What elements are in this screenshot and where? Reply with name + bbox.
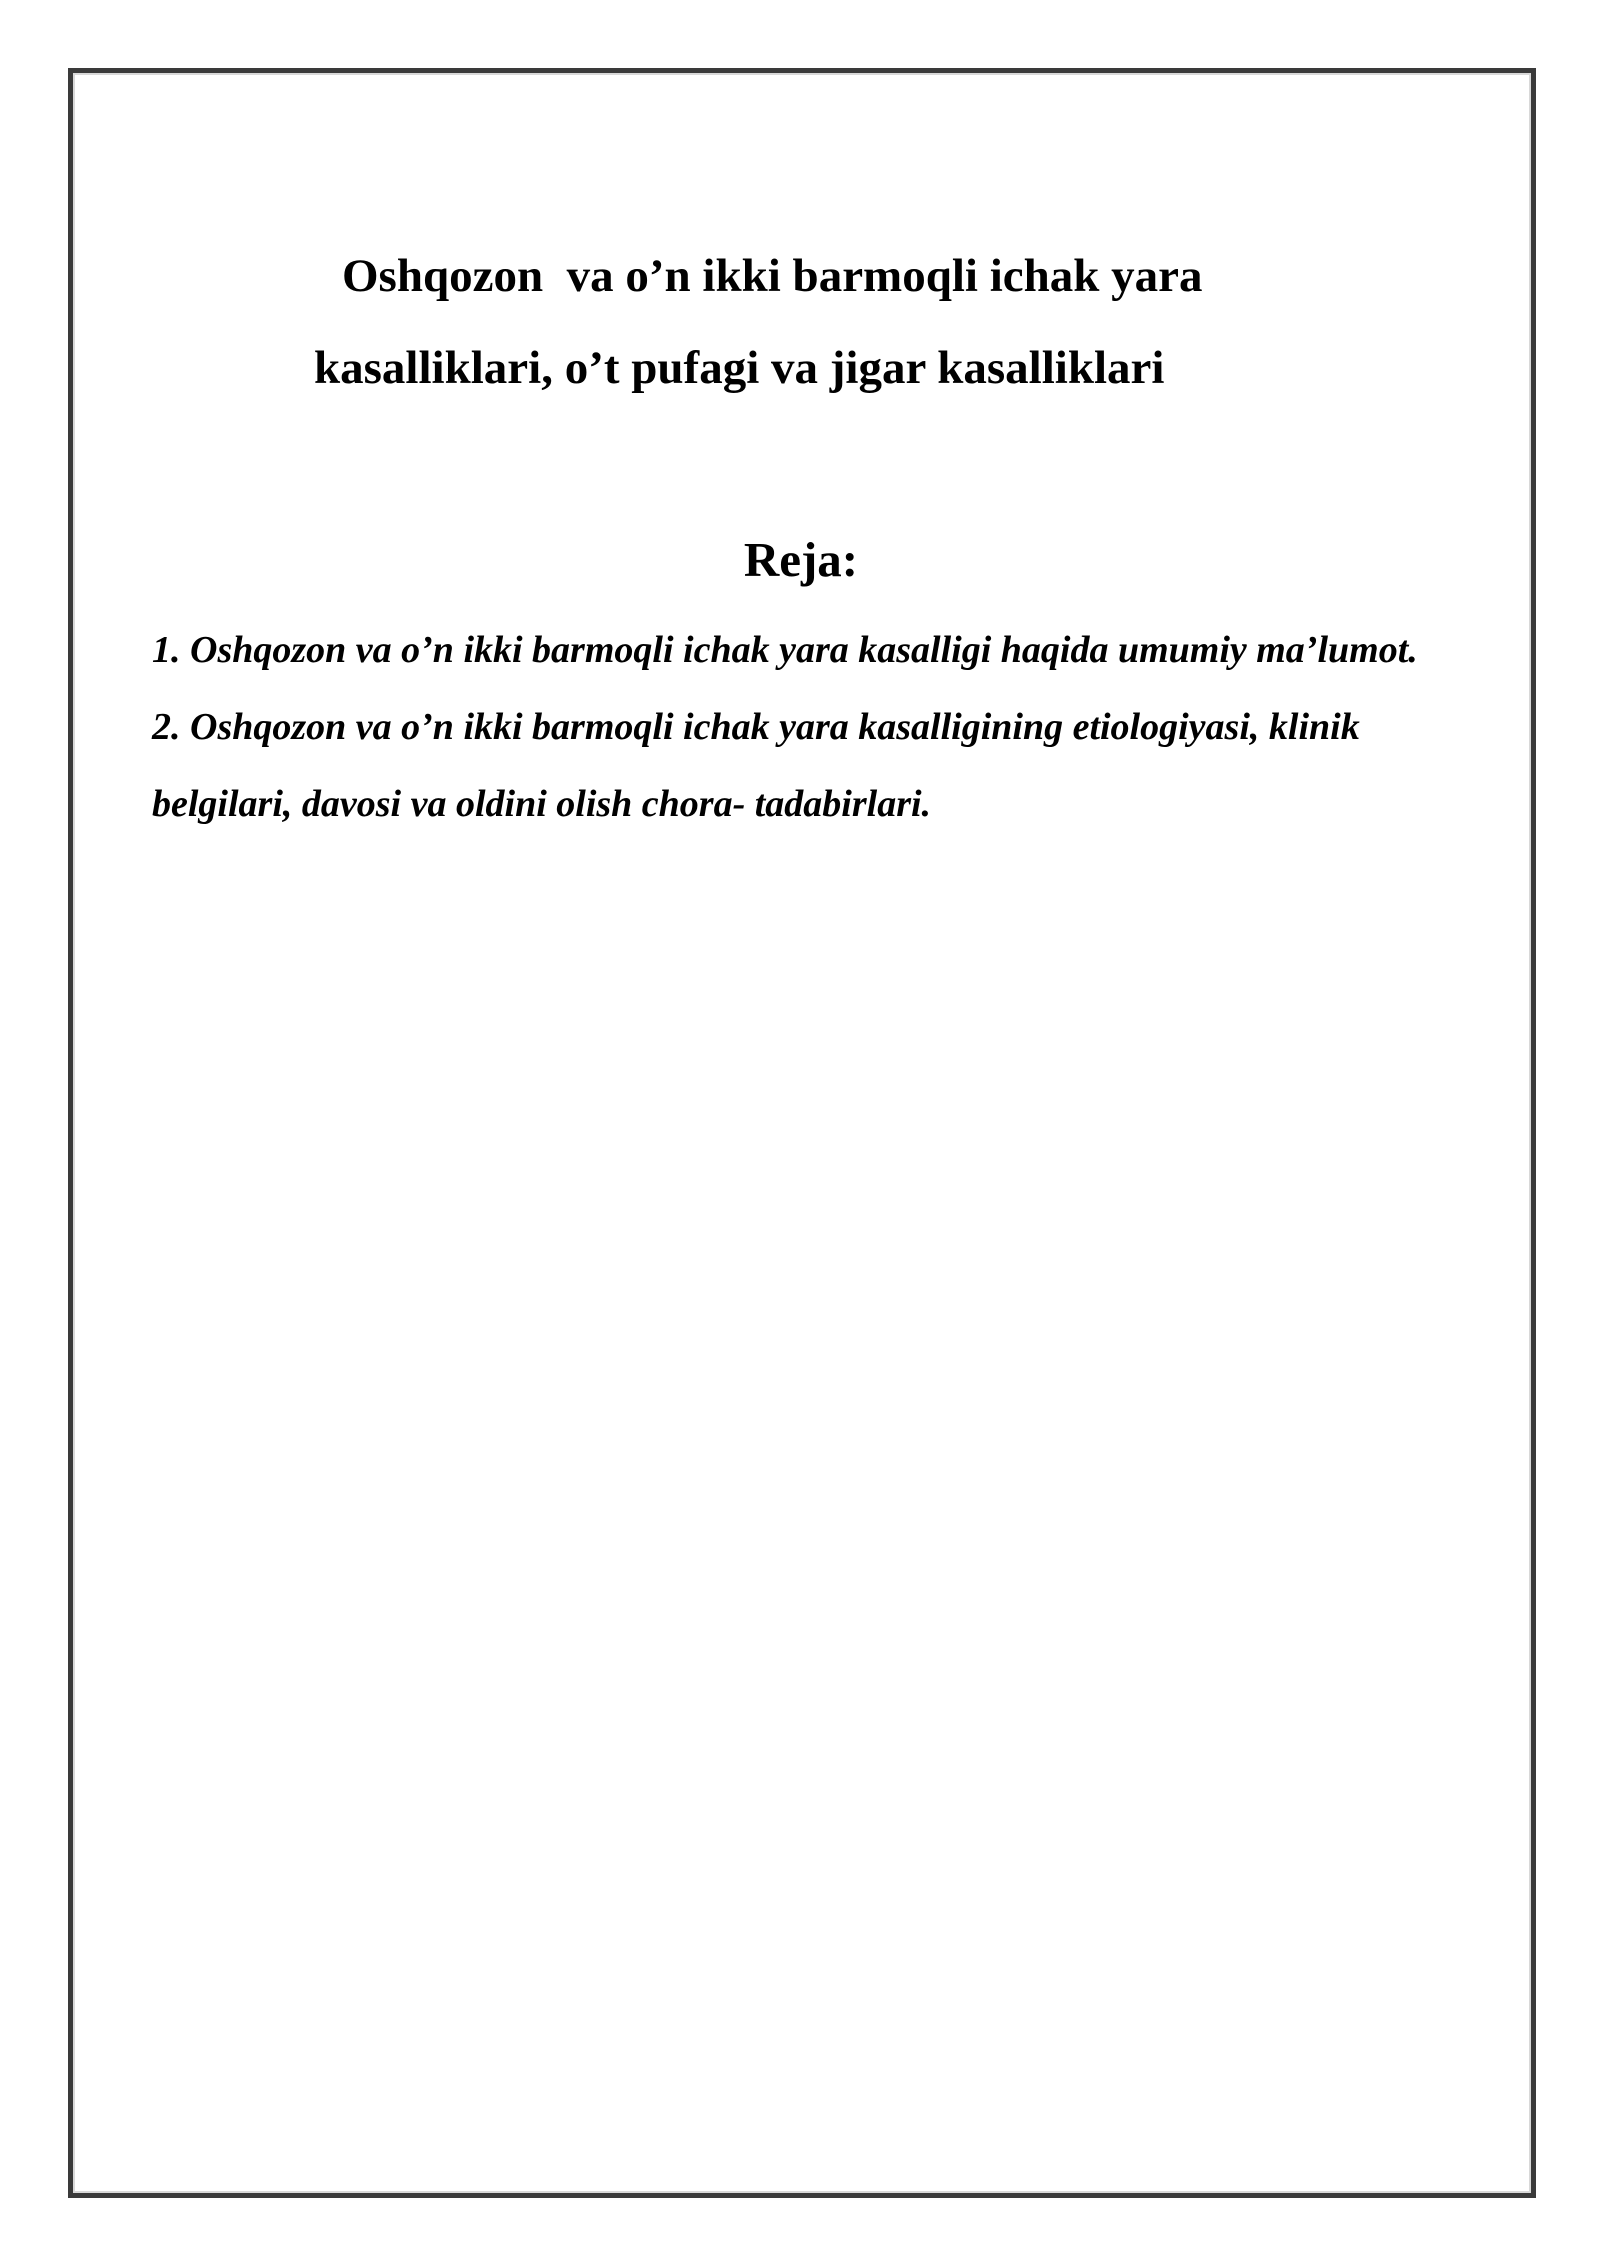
title-line-1: Oshqozon va o’n ikki barmoqli ichak yara: [342, 250, 1203, 302]
plan-item-1-number: 1.: [152, 629, 181, 671]
plan-heading: [0, 520, 1600, 600]
plan-item-2-text: Oshqozon va o’n ikki barmoqli ichak yara kasalligining etiologiyasi, klinik belgilari, davosi va oldini olish chora- tadabirlari.: [152, 706, 1360, 825]
plan-item-2-number: 2.: [152, 706, 181, 748]
plan-heading-text: Reja:: [743, 532, 859, 587]
plan-item-1-text: Oshqozon va o’n ikki barmoqli ichak yara kasalligi haqida umumiy ma’lumot.: [190, 629, 1418, 671]
title-line-2: kasalliklari, o’t pufagi va jigar kasalliklari: [314, 342, 1165, 394]
plan-item-1: [152, 612, 1442, 689]
plan-item-2: [152, 689, 1442, 843]
plan-list: [152, 612, 1442, 843]
document-title: [0, 230, 1600, 414]
